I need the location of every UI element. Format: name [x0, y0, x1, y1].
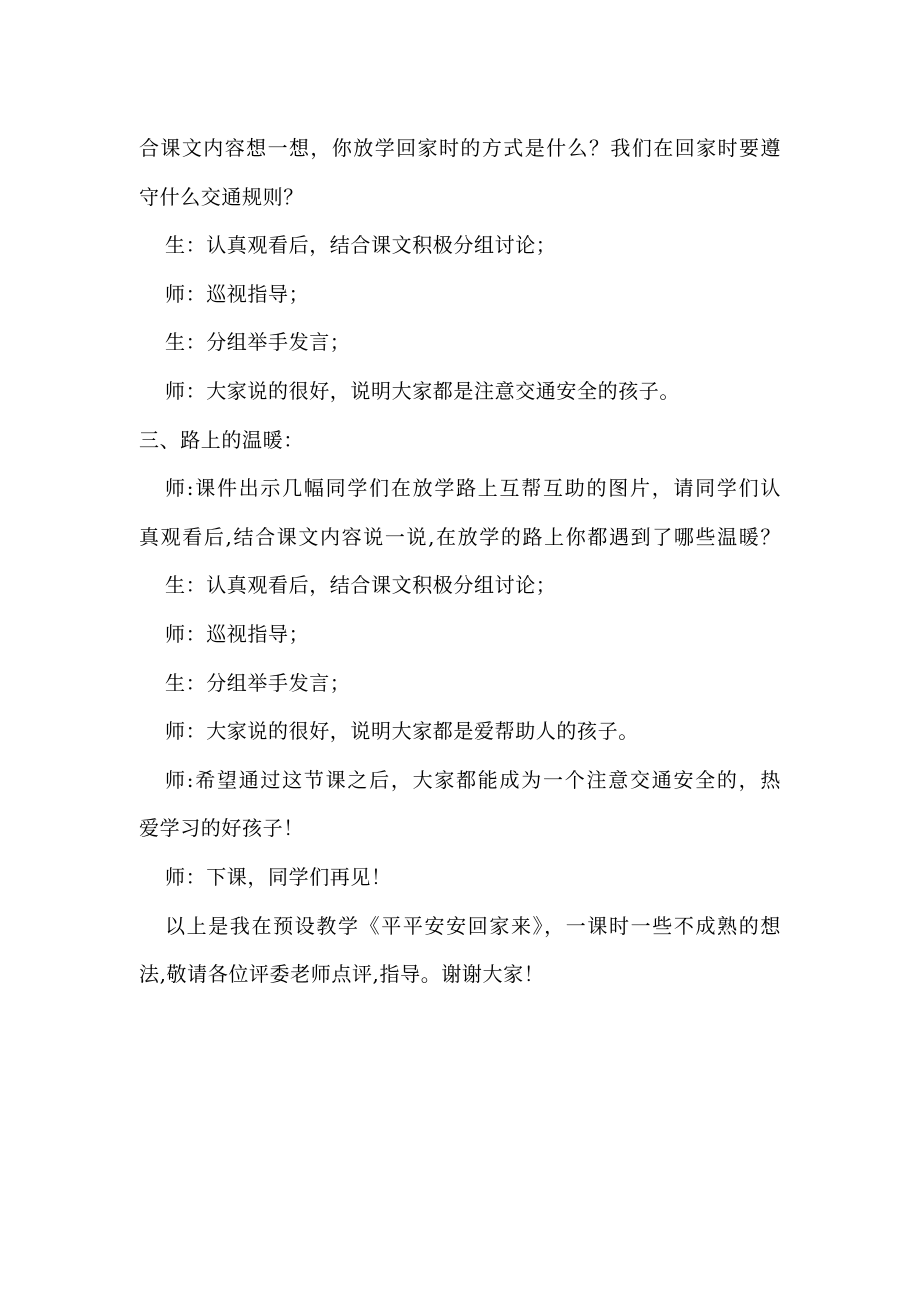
teacher-line: 师：大家说的很好，说明大家都是注意交通安全的孩子。 [165, 378, 680, 403]
teacher-line: 师:课件出示几幅同学们在放学路上互帮互助的图片，请同学们认 [165, 476, 781, 501]
student-line: 生：分组举手发言； [165, 670, 351, 695]
teacher-line: 师：大家说的很好，说明大家都是爱帮助人的孩子。 [165, 719, 639, 744]
document-body [139, 124, 789, 999]
student-line: 生：分组举手发言； [165, 330, 351, 355]
paragraph-line: 爱学习的好孩子！ [139, 816, 304, 841]
paragraph-line: 合课文内容想一想，你放学回家时的方式是什么？我们在回家时要遵 [139, 136, 781, 160]
student-line: 生：认真观看后，结合课文积极分组讨论； [165, 573, 557, 598]
teacher-line: 师：下课，同学们再见！ [165, 864, 392, 889]
student-line: 生：认真观看后，结合课文积极分组讨论； [165, 233, 557, 258]
paragraph-line: 真观看后,结合课文内容说一说,在放学的路上你都遇到了哪些温暖？ [139, 524, 781, 549]
paragraph-line: 守什么交通规则？ [139, 184, 304, 209]
teacher-line: 师：巡视指导； [165, 621, 310, 646]
closing-paragraph-line: 法,敬请各位评委老师点评,指导。谢谢大家！ [139, 962, 545, 987]
closing-paragraph-line: 以上是我在预设教学《平平安安回家来》，一课时一些不成熟的想 [165, 913, 781, 938]
teacher-line: 师：巡视指导； [165, 281, 310, 306]
teacher-line: 师:希望通过这节课之后，大家都能成为一个注意交通安全的，热 [165, 767, 781, 792]
section-heading: 三、路上的温暖： [139, 427, 304, 452]
